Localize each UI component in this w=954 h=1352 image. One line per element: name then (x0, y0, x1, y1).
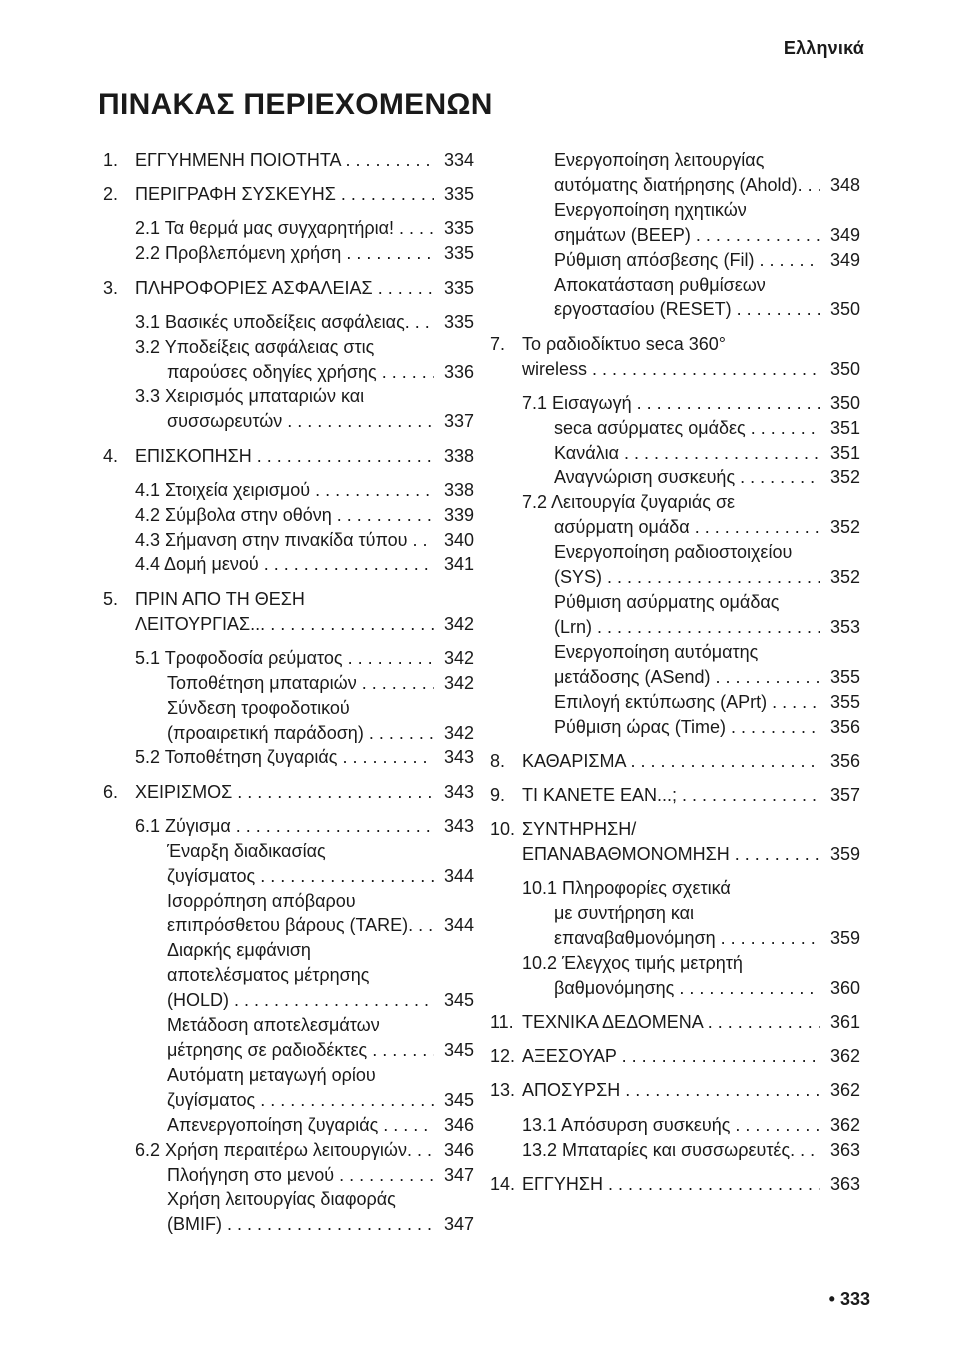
toc-entry-title: 7.1 Εισαγωγή . . . (522, 391, 820, 416)
toc-entry (490, 1078, 860, 1103)
toc-entry (490, 515, 860, 540)
toc-entry-title: 4.2 Σύμβολα στην οθόνη . . . (135, 503, 434, 528)
toc-entry-title: μετάδοσης (ASend) . . . (554, 665, 820, 690)
toc-entry-page: 335 (442, 310, 474, 335)
toc-entry (103, 148, 474, 173)
toc-entry (103, 587, 474, 612)
toc-entry-page: 363 (828, 1138, 860, 1163)
toc-entry (490, 223, 860, 248)
toc-entry-title: Ενεργοποίηση λειτουργίας (554, 150, 765, 170)
toc-entry (490, 1113, 860, 1138)
toc-entry-title: 4.1 Στοιχεία χειρισμού . . . (135, 478, 434, 503)
toc-entry (490, 1010, 860, 1035)
toc-entry (490, 173, 860, 198)
toc-entry-page: 340 (442, 528, 474, 553)
toc-entry-title: 13.2 Μπαταρίες και συσσωρευτές. . . . (522, 1138, 820, 1163)
toc-entry-title: αυτόματης διατήρησης (Ahold). . . . (554, 173, 820, 198)
toc-entry (490, 273, 860, 298)
toc-entry-title: Σύνδεση τροφοδοτικού (167, 697, 350, 718)
toc-entry-title: (HOLD) . . . (167, 988, 434, 1013)
toc-entry (490, 565, 860, 590)
toc-entry (490, 590, 860, 615)
toc-entry (490, 749, 860, 774)
toc-entry-page: 345 (442, 988, 474, 1013)
toc-entry-title: βαθμονόμησης . . . (554, 976, 820, 1001)
toc-entry (490, 465, 860, 490)
toc-entry (103, 889, 474, 914)
toc-entry (490, 1172, 860, 1197)
toc-entry-page: 349 (828, 223, 860, 248)
toc-entry-title: με συντήρηση και (554, 903, 695, 924)
toc-entry-page: 342 (442, 721, 474, 746)
toc-entry (103, 913, 474, 938)
toc-entry (103, 1113, 474, 1138)
toc-entry (103, 478, 474, 503)
toc-entry-page: 350 (828, 297, 860, 322)
toc-entry-page: 363 (828, 1172, 860, 1197)
toc-entry (103, 696, 474, 721)
toc-entry (103, 216, 474, 241)
toc-entry (490, 1044, 860, 1069)
toc-entry-title: ΑΠΟΣΥΡΣΗ . . . (522, 1078, 820, 1103)
toc-entry (103, 384, 474, 409)
toc-entry-title: μέτρησης σε ραδιοδέκτες . . . (167, 1038, 434, 1063)
toc-entry-title: ΕΠΙΣΚΟΠΗΣΗ . . . (135, 444, 434, 469)
toc-entry-page: 343 (442, 814, 474, 839)
toc-entry-title: ΤΙ ΚΑΝΕΤΕ ΕΑΝ...; . . . (522, 783, 820, 808)
toc-entry (490, 665, 860, 690)
toc-entry (103, 988, 474, 1013)
toc-entry-title: 7.2 Λειτουργία ζυγαριάς σε (522, 492, 736, 513)
toc-entry-title: σημάτων (BEEP) . . . (554, 223, 820, 248)
toc-entry-page: 361 (828, 1010, 860, 1035)
toc-entry (103, 360, 474, 385)
toc-entry-number: 9. (490, 784, 506, 805)
toc-entry-title: ΤΕΧΝΙΚΑ ΔΕΔΟΜΕΝΑ . . . (522, 1010, 820, 1035)
toc-entry (490, 842, 860, 867)
toc-entry (103, 1163, 474, 1188)
language-label: Ελληνικά (783, 38, 864, 58)
toc-entry-page: 359 (828, 842, 860, 867)
toc-entry-title: Ρύθμιση απόσβεσης (Fil) . . . (554, 248, 820, 273)
toc-entry-title: ΛΕΙΤΟΥΡΓΙΑΣ... . . . (135, 612, 434, 637)
toc-entry-title: Έναρξη διαδικασίας (167, 840, 326, 861)
toc-entry-page: 335 (442, 182, 474, 207)
toc-entry-title: ΧΕΙΡΙΣΜΟΣ . . . (135, 780, 434, 805)
toc-entry (103, 503, 474, 528)
toc-entry-page: 346 (442, 1113, 474, 1138)
toc-entry (490, 876, 860, 901)
toc-entry-page: 335 (442, 276, 474, 301)
toc-entry (103, 409, 474, 434)
toc-entry-page: 339 (442, 503, 474, 528)
toc-entry-title: 6.1 Ζύγισμα . . . (135, 814, 434, 839)
toc-entry-title: ΠΡΙΝ ΑΠΟ ΤΗ ΘΕΣΗ (135, 588, 305, 609)
toc-entry-title: ΚΑΘΑΡΙΣΜΑ . . . (522, 749, 820, 774)
toc-entry-number: 10. (490, 819, 516, 840)
toc-entry-title: ΠΛΗΡΟΦΟΡΙΕΣ ΑΣΦΑΛΕΙΑΣ . . . (135, 276, 434, 301)
toc-entry-page: 338 (442, 478, 474, 503)
toc-entry-number: 14. (490, 1173, 516, 1194)
toc-entry-page: 344 (442, 913, 474, 938)
toc-entry-title: 6.2 Χρήση περαιτέρω λειτουργιών. . . . (135, 1138, 434, 1163)
toc-entry-title: ζυγίσματος . . . (167, 1088, 434, 1113)
toc-entry-number: 1. (103, 150, 119, 170)
toc-entry-page: 343 (442, 745, 474, 770)
toc-entry-title: ζυγίσματος . . . (167, 864, 434, 889)
toc-entry-page: 362 (828, 1078, 860, 1103)
toc-entry-page: 342 (442, 612, 474, 637)
toc-entry (103, 528, 474, 553)
toc-entry-title: Διαρκής εμφάνιση (167, 940, 311, 961)
toc-entry (103, 646, 474, 671)
toc-entry (490, 615, 860, 640)
toc-entry (490, 198, 860, 223)
toc-entry-page: 348 (828, 173, 860, 198)
toc-entry-number: 7. (490, 333, 506, 354)
toc-entry-title: Ρύθμιση ώρας (Time) . . . (554, 715, 820, 740)
toc-column-left (103, 148, 474, 1237)
toc-entry (490, 391, 860, 416)
toc-entry-page: 345 (442, 1088, 474, 1113)
toc-entry-title: ΠΕΡΙΓΡΑΦΗ ΣΥΣΚΕΥΗΣ . . . (135, 182, 434, 207)
toc-entry (490, 783, 860, 808)
toc-entry-title: Ενεργοποίηση αυτόματης (554, 641, 759, 662)
toc-entry-title: (SYS) . . . (554, 565, 820, 590)
toc-entry-title: Ισορρόπηση απόβαρου (167, 890, 356, 911)
toc-entry-page: 347 (442, 1212, 474, 1237)
toc-entry (490, 490, 860, 515)
toc-entry-page: 362 (828, 1113, 860, 1138)
toc-entry-title: 10.1 Πληροφορίες σχετικά (522, 878, 731, 899)
toc-entry (103, 1088, 474, 1113)
toc-entry-title: seca ασύρματες ομάδες . . . (554, 416, 820, 441)
toc-entry (490, 640, 860, 665)
toc-entry (490, 1138, 860, 1163)
toc-entry (103, 780, 474, 805)
toc-entry (103, 671, 474, 696)
toc-entry-page: 344 (442, 864, 474, 889)
toc-entry-number: 8. (490, 750, 506, 771)
toc-entry (490, 690, 860, 715)
toc-entry-page: 346 (442, 1138, 474, 1163)
toc-entry (103, 1013, 474, 1038)
toc-entry-title: 4.3 Σήμανση στην πινακίδα τύπου . . . (135, 528, 434, 553)
toc-entry-page: 351 (828, 416, 860, 441)
toc-entry (103, 1138, 474, 1163)
toc-entry-title: Αναγνώριση συσκευής . . . (554, 465, 820, 490)
toc-entry-title: 3.2 Υποδείξεις ασφάλειας στις (135, 336, 375, 357)
toc-entry-title: Επιλογή εκτύπωσης (APrt) . . . (554, 690, 820, 715)
toc-entry (103, 276, 474, 301)
toc-entry-page: 347 (442, 1163, 474, 1188)
toc-entry-title: (BMIF) . . . (167, 1212, 434, 1237)
toc-entry (103, 241, 474, 266)
toc-entry-number: 3. (103, 277, 119, 298)
toc-entry (103, 310, 474, 335)
toc-entry (103, 839, 474, 864)
toc-entry-page: 359 (828, 926, 860, 951)
toc-entry (490, 148, 860, 173)
toc-entry (103, 864, 474, 889)
toc-entry (103, 721, 474, 746)
toc-entry-title: επιπρόσθετου βάρους (TARE). . . . (167, 913, 434, 938)
toc-entry-page: 356 (828, 749, 860, 774)
toc-entry (103, 1212, 474, 1237)
toc-entry-title: Ρύθμιση ασύρματης ομάδας (554, 592, 780, 612)
toc-entry-page: 343 (442, 780, 474, 805)
toc-entry-page: 357 (828, 783, 860, 808)
toc-entry-title: 3.3 Χειρισμός μπαταριών και (135, 386, 365, 407)
toc-entry-title: Τοποθέτηση μπαταριών . . . (167, 671, 434, 696)
toc-entry-title: Αυτόματη μεταγωγή ορίου (167, 1064, 376, 1085)
toc-entry-title: 2.2 Προβλεπόμενη χρήση . . . (135, 241, 434, 266)
toc-entry-page: 351 (828, 441, 860, 466)
toc-entry (490, 416, 860, 441)
toc-entry-title: ΑΞΕΣΟΥΑΡ . . . (522, 1044, 820, 1069)
toc-entry-page: 362 (828, 1044, 860, 1069)
toc-entry (103, 814, 474, 839)
toc-entry-page: 335 (442, 241, 474, 266)
toc-entry-page: 345 (442, 1038, 474, 1063)
toc-entry-page: 355 (828, 665, 860, 690)
toc-entry-page: 342 (442, 671, 474, 696)
toc-entry-title: επαναβαθμονόμηση . . . (554, 926, 820, 951)
toc-entry-page: 350 (828, 391, 860, 416)
toc-entry-title: Ενεργοποίηση ηχητικών (554, 199, 747, 220)
toc-entry (490, 441, 860, 466)
toc-entry-title: Πλοήγηση στο μενού . . . (167, 1163, 434, 1188)
toc-entry-title: Απενεργοποίηση ζυγαριάς . . . (167, 1113, 434, 1138)
page-title: ΠΙΝΑΚΑΣ ΠΕΡΙΕΧΟΜΕΝΩΝ (98, 88, 493, 121)
toc-entry-title: Μετάδοση αποτελεσμάτων (167, 1015, 380, 1036)
toc-entry-title: Αποκατάσταση ρυθμίσεων (554, 274, 766, 295)
toc-entry (103, 938, 474, 963)
toc-entry (103, 963, 474, 988)
toc-entry-number: 13. (490, 1080, 516, 1101)
toc-entry-title: 13.1 Απόσυρση συσκευής . . . (522, 1113, 820, 1138)
toc-entry (490, 817, 860, 842)
toc-entry-page: 355 (828, 690, 860, 715)
toc-entry-title: 5.1 Τροφοδοσία ρεύματος . . . (135, 646, 434, 671)
toc-entry-title: εργοστασίου (RESET) . . . (554, 297, 820, 322)
toc-entry (103, 335, 474, 360)
toc-entry-title: 3.1 Βασικές υποδείξεις ασφάλειας. . . . (135, 310, 434, 335)
toc-entry-page: 334 (442, 148, 474, 173)
toc-entry (103, 1063, 474, 1088)
toc-entry-title: (προαιρετική παράδοση) . . . (167, 721, 434, 746)
toc-entry-title: Το ραδιοδίκτυο seca 360° (522, 333, 726, 354)
toc-entry-title: wireless . . . (522, 357, 820, 382)
toc-entry (490, 332, 860, 357)
toc-entry-title: 4.4 Δομή μενού . . . (135, 552, 434, 577)
toc-entry (490, 248, 860, 273)
toc-entry-page: 352 (828, 515, 860, 540)
toc-entry-page: 338 (442, 444, 474, 469)
toc-entry (490, 901, 860, 926)
toc-entry (490, 357, 860, 382)
toc-entry-title: Κανάλια . . . (554, 441, 820, 466)
toc-entry-title: συσσωρευτών . . . (167, 409, 434, 434)
toc-entry-title: 10.2 Έλεγχος τιμής μετρητή (522, 952, 743, 973)
toc-entry-page: 335 (442, 216, 474, 241)
toc-entry-title: ΕΓΓΥΗΣΗ . . . (522, 1172, 820, 1197)
toc-entry-title: 5.2 Τοποθέτηση ζυγαριάς . . . (135, 745, 434, 770)
toc-entry (490, 715, 860, 740)
toc-entry (103, 444, 474, 469)
toc-entry-number: 12. (490, 1046, 516, 1067)
toc-entry (490, 976, 860, 1001)
toc-entry-page: 352 (828, 565, 860, 590)
toc-entry (103, 612, 474, 637)
toc-entry-title: Χρήση λειτουργίας διαφοράς (167, 1189, 396, 1210)
toc-entry-number: 11. (490, 1012, 514, 1033)
page-number: • 333 (828, 1289, 870, 1309)
toc-entry-page: 353 (828, 615, 860, 640)
toc-entry-page: 352 (828, 465, 860, 490)
toc-column-right (490, 148, 860, 1197)
toc-entry-title: ασύρματη ομάδα . . . (554, 515, 820, 540)
toc-entry-title: παρούσες οδηγίες χρήσης . . . (167, 360, 434, 385)
toc-entry-page: 342 (442, 646, 474, 671)
toc-entry (490, 926, 860, 951)
toc-entry-title: ΕΓΓΥΗΜΕΝΗ ΠΟΙΟΤΗΤΑ . . . (135, 148, 434, 173)
toc-entry-title: 2.1 Τα θερμά μας συγχαρητήρια! . . . (135, 216, 434, 241)
toc-entry (103, 1187, 474, 1212)
toc-entry (490, 297, 860, 322)
toc-entry-title: ΣΥΝΤΗΡΗΣΗ/ (522, 819, 637, 840)
toc-entry-title: αποτελέσματος μέτρησης (167, 965, 370, 986)
toc-entry-number: 4. (103, 445, 119, 466)
toc-entry (103, 1038, 474, 1063)
toc-entry-page: 349 (828, 248, 860, 273)
toc-entry-page: 356 (828, 715, 860, 740)
toc-entry-number: 6. (103, 781, 119, 802)
toc-entry (103, 745, 474, 770)
toc-entry-number: 2. (103, 184, 119, 205)
toc-entry-page: 341 (442, 552, 474, 577)
toc-entry-title: ΕΠΑΝΑΒΑΘΜΟΝΟΜΗΣΗ . . . (522, 842, 820, 867)
toc-entry (490, 951, 860, 976)
toc-entry (103, 552, 474, 577)
toc-entry-page: 350 (828, 357, 860, 382)
toc-entry-number: 5. (103, 588, 119, 609)
toc-entry (490, 540, 860, 565)
toc-entry (103, 182, 474, 207)
toc-entry-page: 360 (828, 976, 860, 1001)
toc-entry-title: (Lrn) . . . (554, 615, 820, 640)
toc-entry-page: 337 (442, 409, 474, 434)
toc-entry-title: Ενεργοποίηση ραδιοστοιχείου (554, 542, 793, 563)
toc-entry-page: 336 (442, 360, 474, 385)
